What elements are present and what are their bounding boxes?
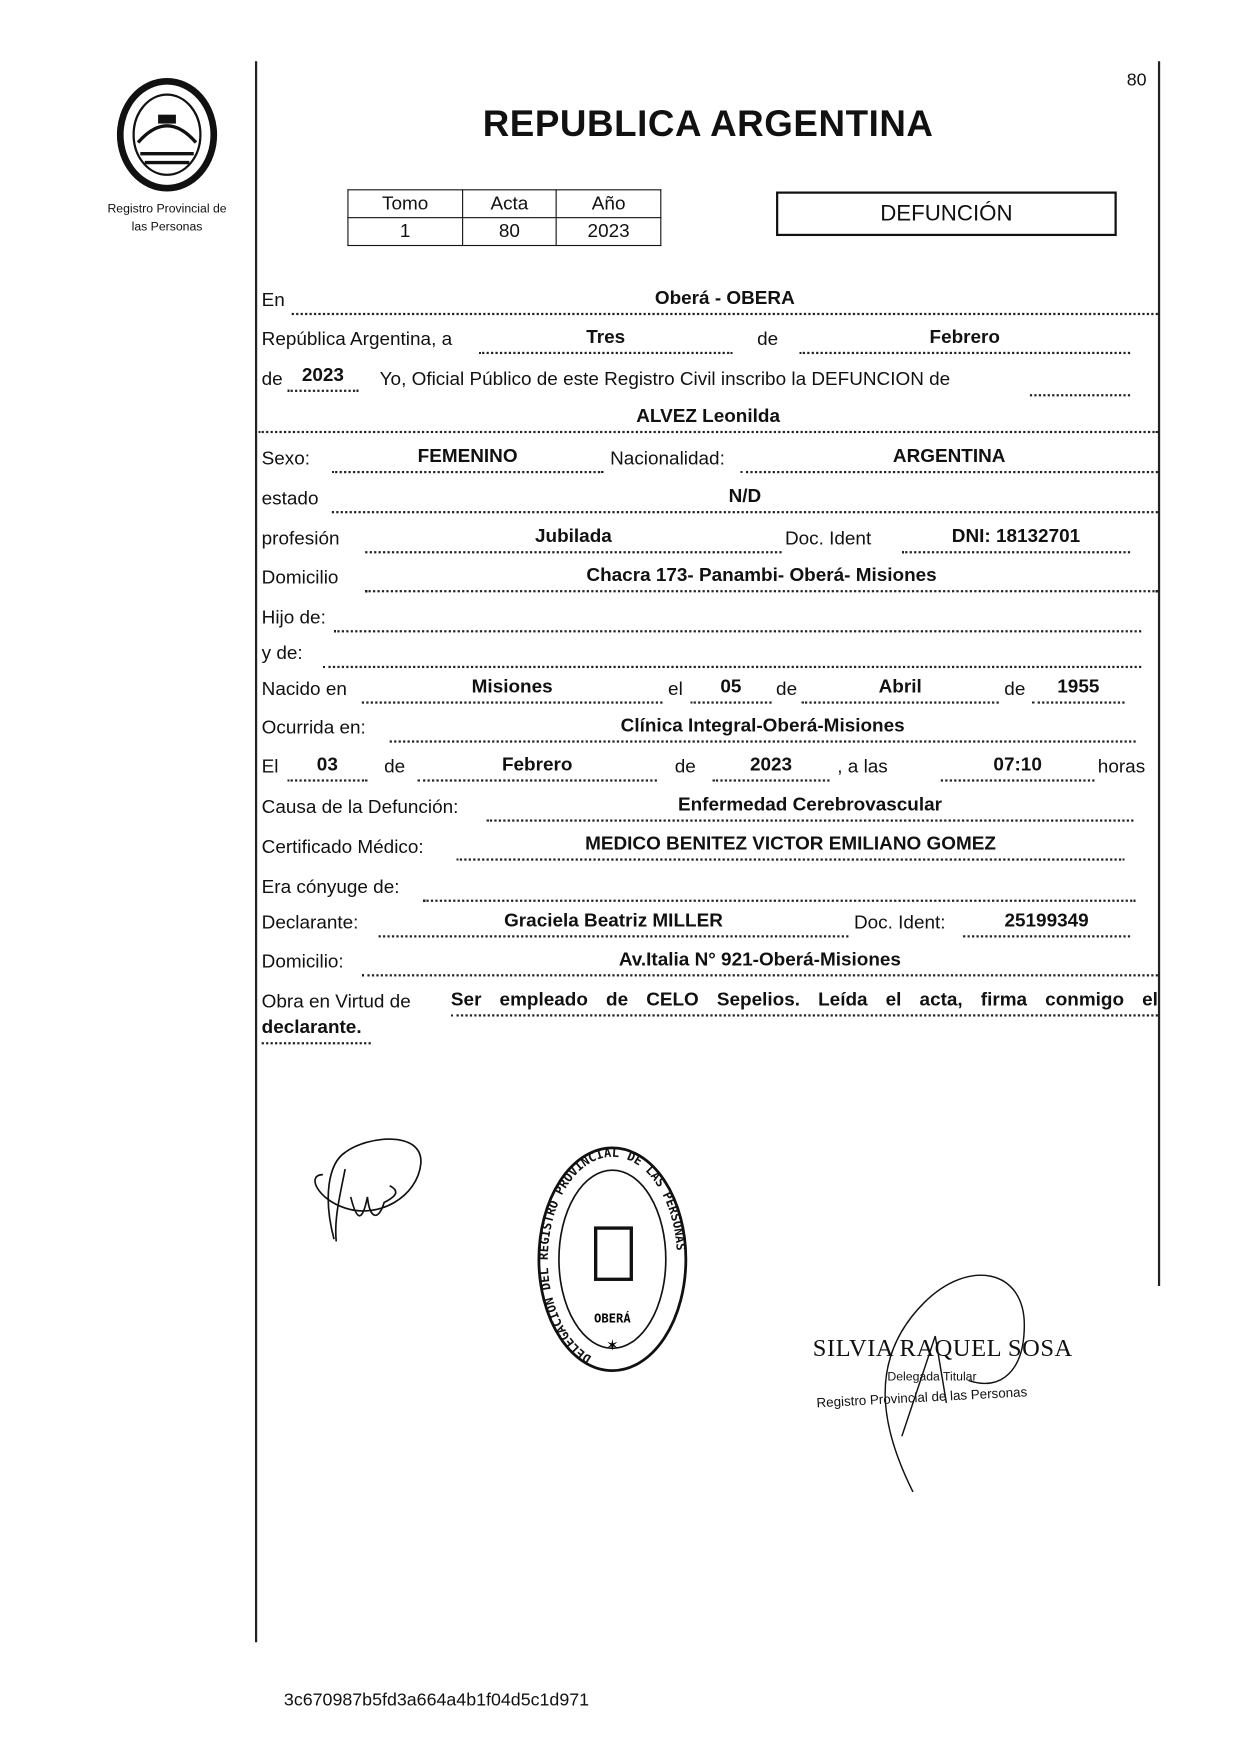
field-causa: Enfermedad Cerebrovascular [487, 793, 1134, 822]
label-yo-oficial: Yo, Oficial Público de este Registro Civil inscribo la DEFUNCION de [379, 368, 951, 390]
field-hora: 07:10 [941, 753, 1095, 782]
label-nacido-en: Nacido en [261, 678, 347, 700]
field-obra-virtud-cont: declarante. [262, 1015, 371, 1044]
label-de: de [757, 328, 779, 350]
field-conyuge [423, 873, 1136, 902]
field-declarante-domicilio: Av.Italia N° 921-Oberá-Misiones [362, 948, 1158, 977]
label-estado: estado [261, 487, 319, 509]
label-de: de [1004, 678, 1026, 700]
seal-ring-text: DELEGACION DEL REGISTRO PROVINCIAL DE LAS PERSONAS [536, 1145, 688, 1366]
field-nacionalidad: ARGENTINA [740, 444, 1158, 473]
label-domicilio: Domicilio [261, 566, 339, 588]
label-el: El [261, 755, 279, 778]
field-nacido-en: Misiones [362, 675, 663, 704]
field-lugar: Oberá - OBERA [292, 286, 1158, 315]
label-a-las: , a las [837, 755, 888, 778]
record-type-box: DEFUNCIÓN [776, 192, 1117, 237]
label-hijo-de: Hijo de: [261, 606, 326, 628]
label-horas: horas [1097, 755, 1146, 778]
field-estado: N/D [332, 484, 1158, 513]
value-tomo: 1 [348, 218, 462, 246]
field-obra-virtud: Ser empleado de CELO Sepelios. Leída el acta, firma conmigo el [451, 988, 1158, 1017]
right-margin-line [1158, 61, 1160, 1286]
label-ocurrida-en: Ocurrida en: [261, 717, 366, 739]
value-acta: 80 [462, 218, 556, 246]
label-nacionalidad: Nacionalidad: [610, 447, 725, 469]
field-anio: 2023 [287, 363, 358, 392]
field-sexo: FEMENINO [332, 444, 604, 473]
field-nac-anio: 1955 [1032, 675, 1124, 704]
label-de: de [384, 755, 406, 778]
field-nac-mes: Abril [802, 675, 999, 704]
field-certificado: MEDICO BENITEZ VICTOR EMILIANO GOMEZ [456, 832, 1124, 861]
label-de: de [674, 755, 696, 778]
label-de: de [261, 368, 283, 390]
declarant-signature [301, 1130, 435, 1252]
label-domicilio: Domicilio: [261, 950, 344, 972]
field-nac-dia: 05 [690, 675, 771, 704]
label-declarante: Declarante: [261, 911, 359, 934]
field-declarante: Graciela Beatriz MILLER [379, 909, 849, 938]
field-declarante-doc: 25199349 [963, 909, 1130, 938]
field-def-anio: 2023 [713, 753, 830, 782]
province-logo [114, 76, 221, 194]
page-number: 80 [1126, 71, 1147, 91]
left-margin-line [255, 61, 257, 1642]
header-anio: Año [556, 190, 660, 218]
registry-caption-line1: Registro Provincial de [107, 202, 227, 216]
header-tomo: Tomo [348, 190, 462, 218]
field-blank [1030, 367, 1130, 396]
registry-caption-line2: las Personas [131, 220, 203, 234]
document-hash: 3c670987b5fd3a664a4b1f04d5c1d971 [283, 1691, 590, 1711]
label-de: de [776, 678, 798, 700]
record-table [347, 189, 661, 246]
label-republica: República Argentina, a [261, 328, 453, 350]
official-role: Delegada Titular [887, 1370, 977, 1384]
official-name: SILVIA RAQUEL SOSA [812, 1333, 1073, 1362]
label-certificado: Certificado Médico: [261, 836, 424, 858]
field-domicilio: Chacra 173- Panambi- Oberá- Misiones [365, 563, 1158, 592]
field-hijo-de [334, 603, 1141, 632]
field-nombre: ALVEZ Leonilda [258, 404, 1158, 433]
seal-city: OBERÁ [593, 1311, 631, 1326]
field-profesion: Jubilada [365, 524, 781, 553]
field-mes: Febrero [799, 325, 1130, 354]
field-def-mes: Febrero [418, 753, 657, 782]
label-doc-ident: Doc. Ident [784, 527, 872, 549]
field-y-de [323, 639, 1141, 668]
label-profesion: profesión [261, 527, 340, 549]
label-causa: Causa de la Defunción: [261, 796, 459, 818]
label-sexo: Sexo: [261, 447, 311, 469]
value-anio: 2023 [556, 218, 660, 246]
label-en: En [261, 289, 285, 311]
svg-text:✶: ✶ [605, 1337, 619, 1355]
registry-caption [95, 200, 240, 236]
label-y-de: y de: [261, 642, 303, 664]
label-obra-virtud: Obra en Virtud de [261, 990, 411, 1013]
field-doc: DNI: 18132701 [902, 524, 1130, 553]
header-acta: Acta [462, 190, 556, 218]
field-ocurrida-en: Clínica Integral-Oberá-Misiones [390, 714, 1136, 743]
label-doc-ident: Doc. Ident: [853, 911, 946, 934]
official-seal [534, 1145, 690, 1379]
official-office: Registro Provincial de las Personas [816, 1384, 1028, 1411]
page-title: REPUBLICA ARGENTINA [482, 102, 934, 144]
field-dia: Tres [479, 325, 733, 354]
label-el: el [668, 678, 683, 700]
label-conyuge: Era cónyuge de: [261, 876, 400, 898]
field-def-dia: 03 [287, 753, 367, 782]
